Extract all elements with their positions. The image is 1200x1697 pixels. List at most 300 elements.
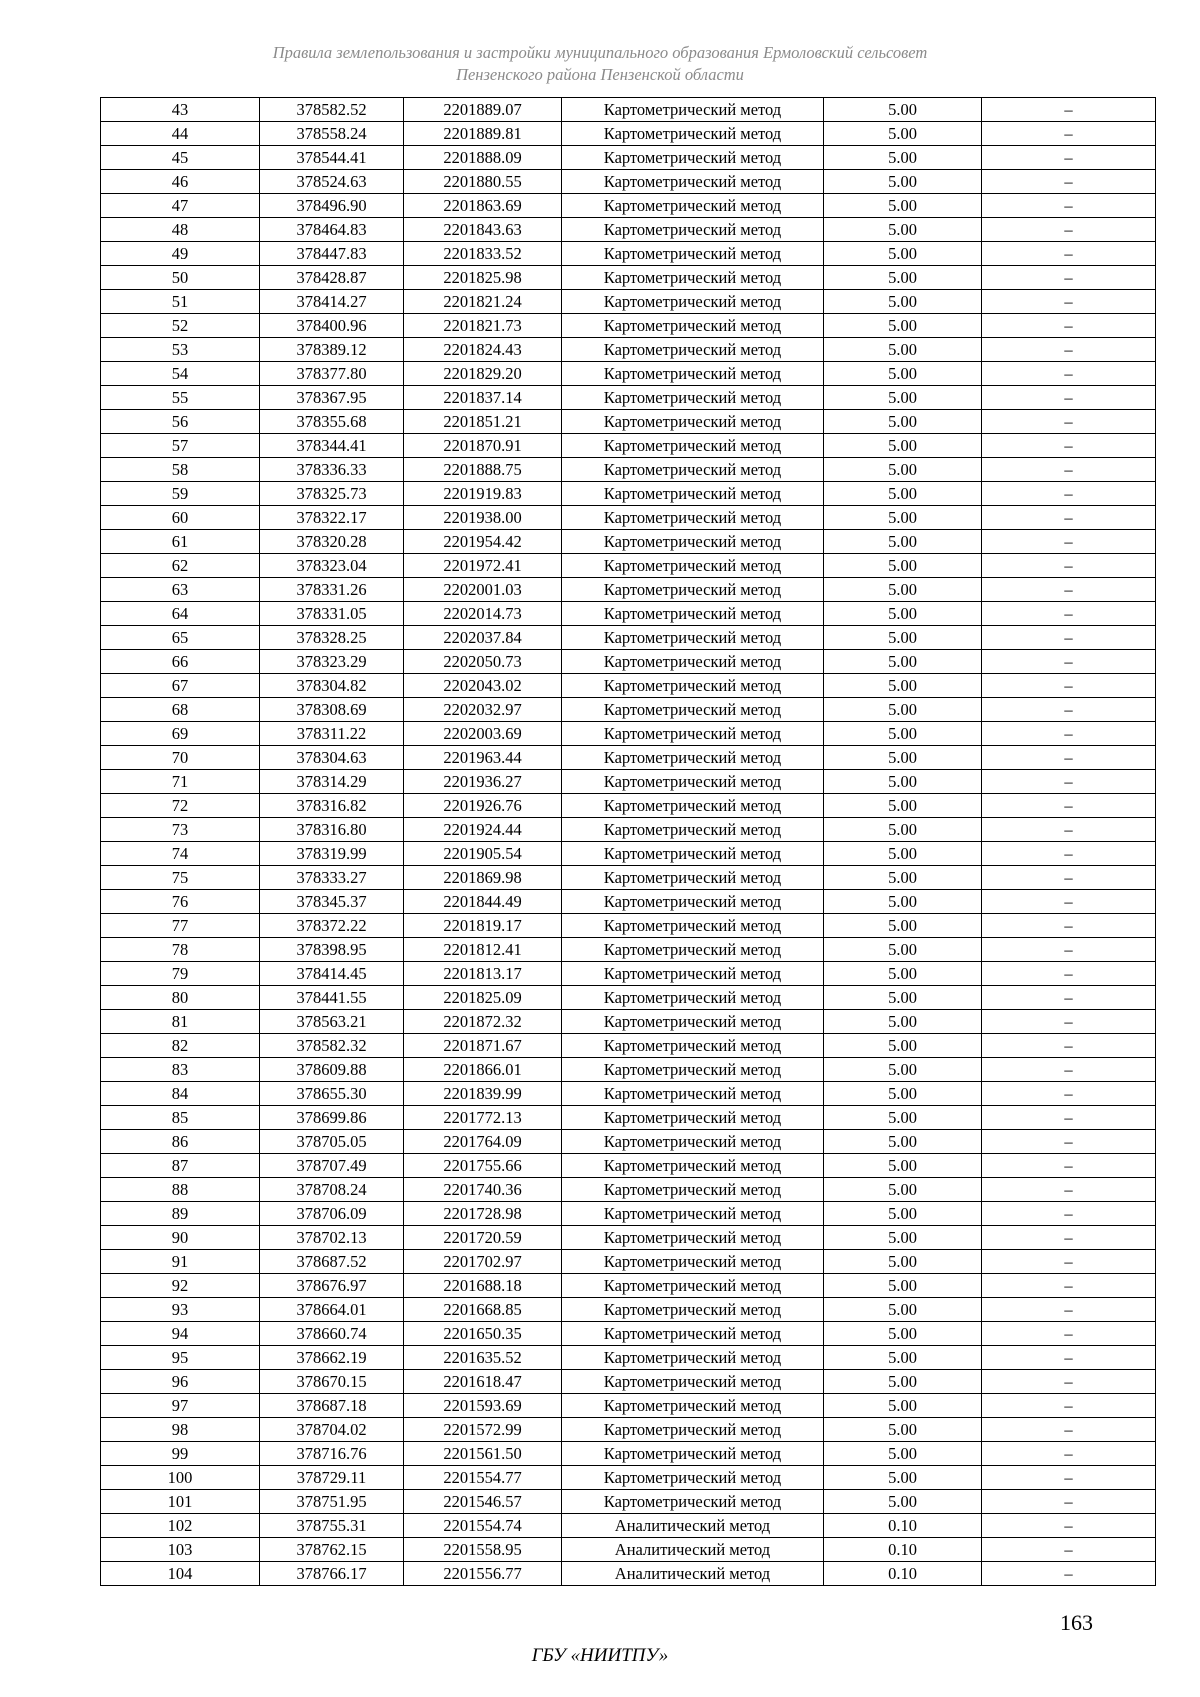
y-coordinate-cell: 2201821.24 [404,290,562,314]
method-cell: Картометрический метод [562,1010,824,1034]
point-number-cell: 70 [101,746,260,770]
x-coordinate-cell: 378660.74 [260,1322,404,1346]
point-number-cell: 65 [101,626,260,650]
page-header [150,42,1050,86]
note-cell: – [982,602,1156,626]
x-coordinate-cell: 378345.37 [260,890,404,914]
accuracy-cell: 5.00 [824,1322,982,1346]
method-cell: Картометрический метод [562,218,824,242]
accuracy-cell: 5.00 [824,1490,982,1514]
method-cell: Картометрический метод [562,578,824,602]
y-coordinate-cell: 2201740.36 [404,1178,562,1202]
accuracy-cell: 5.00 [824,1394,982,1418]
note-cell: – [982,170,1156,194]
note-cell: – [982,1226,1156,1250]
accuracy-cell: 0.10 [824,1562,982,1586]
y-coordinate-cell: 2202050.73 [404,650,562,674]
y-coordinate-cell: 2201593.69 [404,1394,562,1418]
note-cell: – [982,1130,1156,1154]
point-number-cell: 77 [101,914,260,938]
note-cell: – [982,362,1156,386]
table-row [101,842,1156,866]
note-cell: – [982,842,1156,866]
accuracy-cell: 5.00 [824,242,982,266]
table-row [101,722,1156,746]
point-number-cell: 53 [101,338,260,362]
method-cell: Картометрический метод [562,314,824,338]
table-row [101,1538,1156,1562]
accuracy-cell: 5.00 [824,842,982,866]
table-row [101,194,1156,218]
point-number-cell: 73 [101,818,260,842]
accuracy-cell: 5.00 [824,962,982,986]
point-number-cell: 58 [101,458,260,482]
x-coordinate-cell: 378400.96 [260,314,404,338]
x-coordinate-cell: 378331.26 [260,578,404,602]
point-number-cell: 103 [101,1538,260,1562]
table-row [101,914,1156,938]
table-row [101,986,1156,1010]
accuracy-cell: 5.00 [824,794,982,818]
table-row [101,1490,1156,1514]
y-coordinate-cell: 2201554.77 [404,1466,562,1490]
note-cell: – [982,722,1156,746]
point-number-cell: 88 [101,1178,260,1202]
point-number-cell: 63 [101,578,260,602]
point-number-cell: 52 [101,314,260,338]
y-coordinate-cell: 2201844.49 [404,890,562,914]
method-cell: Картометрический метод [562,698,824,722]
x-coordinate-cell: 378414.27 [260,290,404,314]
point-number-cell: 51 [101,290,260,314]
note-cell: – [982,1442,1156,1466]
accuracy-cell: 5.00 [824,290,982,314]
note-cell: – [982,458,1156,482]
x-coordinate-cell: 378670.15 [260,1370,404,1394]
table-row [101,578,1156,602]
point-number-cell: 62 [101,554,260,578]
table-row [101,1562,1156,1586]
y-coordinate-cell: 2201764.09 [404,1130,562,1154]
point-number-cell: 79 [101,962,260,986]
point-number-cell: 90 [101,1226,260,1250]
note-cell: – [982,770,1156,794]
method-cell: Картометрический метод [562,722,824,746]
note-cell: – [982,266,1156,290]
x-coordinate-cell: 378464.83 [260,218,404,242]
note-cell: – [982,1298,1156,1322]
coordinates-table [100,97,1156,1586]
point-number-cell: 99 [101,1442,260,1466]
y-coordinate-cell: 2201938.00 [404,506,562,530]
y-coordinate-cell: 2201869.98 [404,866,562,890]
y-coordinate-cell: 2201870.91 [404,434,562,458]
x-coordinate-cell: 378729.11 [260,1466,404,1490]
table-row [101,434,1156,458]
note-cell: – [982,218,1156,242]
table-row [101,1058,1156,1082]
y-coordinate-cell: 2201936.27 [404,770,562,794]
y-coordinate-cell: 2201728.98 [404,1202,562,1226]
x-coordinate-cell: 378524.63 [260,170,404,194]
accuracy-cell: 5.00 [824,98,982,122]
table-row [101,938,1156,962]
method-cell: Картометрический метод [562,986,824,1010]
page-footer: ГБУ «НИИТПУ» [531,1645,669,1666]
note-cell: – [982,482,1156,506]
x-coordinate-cell: 378704.02 [260,1418,404,1442]
table-row [101,1418,1156,1442]
method-cell: Картометрический метод [562,1250,824,1274]
accuracy-cell: 5.00 [824,578,982,602]
x-coordinate-cell: 378609.88 [260,1058,404,1082]
accuracy-cell: 5.00 [824,1082,982,1106]
method-cell: Картометрический метод [562,842,824,866]
point-number-cell: 48 [101,218,260,242]
accuracy-cell: 5.00 [824,818,982,842]
y-coordinate-cell: 2201839.99 [404,1082,562,1106]
method-cell: Картометрический метод [562,1106,824,1130]
y-coordinate-cell: 2201561.50 [404,1442,562,1466]
accuracy-cell: 5.00 [824,890,982,914]
x-coordinate-cell: 378708.24 [260,1178,404,1202]
point-number-cell: 43 [101,98,260,122]
note-cell: – [982,386,1156,410]
method-cell: Картометрический метод [562,890,824,914]
accuracy-cell: 5.00 [824,410,982,434]
point-number-cell: 56 [101,410,260,434]
method-cell: Картометрический метод [562,362,824,386]
method-cell: Картометрический метод [562,794,824,818]
method-cell: Картометрический метод [562,1202,824,1226]
note-cell: – [982,1010,1156,1034]
point-number-cell: 101 [101,1490,260,1514]
table-row [101,1322,1156,1346]
method-cell: Картометрический метод [562,1298,824,1322]
accuracy-cell: 5.00 [824,1058,982,1082]
y-coordinate-cell: 2201650.35 [404,1322,562,1346]
accuracy-cell: 5.00 [824,506,982,530]
note-cell: – [982,290,1156,314]
x-coordinate-cell: 378331.05 [260,602,404,626]
table-row [101,1370,1156,1394]
method-cell: Картометрический метод [562,602,824,626]
method-cell: Картометрический метод [562,434,824,458]
table-row [101,794,1156,818]
note-cell: – [982,1346,1156,1370]
x-coordinate-cell: 378314.29 [260,770,404,794]
x-coordinate-cell: 378699.86 [260,1106,404,1130]
header-line-2: Пензенского района Пензенской области [456,65,744,84]
accuracy-cell: 5.00 [824,170,982,194]
method-cell: Картометрический метод [562,506,824,530]
note-cell: – [982,1466,1156,1490]
x-coordinate-cell: 378662.19 [260,1346,404,1370]
accuracy-cell: 5.00 [824,122,982,146]
point-number-cell: 68 [101,698,260,722]
method-cell: Картометрический метод [562,386,824,410]
y-coordinate-cell: 2201558.95 [404,1538,562,1562]
x-coordinate-cell: 378398.95 [260,938,404,962]
note-cell: – [982,314,1156,338]
table-row [101,98,1156,122]
table-row [101,1274,1156,1298]
y-coordinate-cell: 2202043.02 [404,674,562,698]
method-cell: Аналитический метод [562,1514,824,1538]
accuracy-cell: 5.00 [824,386,982,410]
y-coordinate-cell: 2201889.07 [404,98,562,122]
table-row [101,410,1156,434]
method-cell: Картометрический метод [562,338,824,362]
x-coordinate-cell: 378707.49 [260,1154,404,1178]
point-number-cell: 69 [101,722,260,746]
y-coordinate-cell: 2201919.83 [404,482,562,506]
y-coordinate-cell: 2201556.77 [404,1562,562,1586]
point-number-cell: 71 [101,770,260,794]
note-cell: – [982,434,1156,458]
table-row [101,266,1156,290]
y-coordinate-cell: 2201837.14 [404,386,562,410]
accuracy-cell: 5.00 [824,1226,982,1250]
method-cell: Картометрический метод [562,1322,824,1346]
x-coordinate-cell: 378367.95 [260,386,404,410]
note-cell: – [982,1106,1156,1130]
accuracy-cell: 5.00 [824,434,982,458]
method-cell: Аналитический метод [562,1562,824,1586]
x-coordinate-cell: 378496.90 [260,194,404,218]
table-row [101,1298,1156,1322]
accuracy-cell: 5.00 [824,1154,982,1178]
point-number-cell: 97 [101,1394,260,1418]
y-coordinate-cell: 2201825.09 [404,986,562,1010]
y-coordinate-cell: 2201972.41 [404,554,562,578]
point-number-cell: 61 [101,530,260,554]
accuracy-cell: 5.00 [824,1202,982,1226]
x-coordinate-cell: 378320.28 [260,530,404,554]
y-coordinate-cell: 2201863.69 [404,194,562,218]
y-coordinate-cell: 2201702.97 [404,1250,562,1274]
table-row [101,1442,1156,1466]
accuracy-cell: 5.00 [824,266,982,290]
note-cell: – [982,1538,1156,1562]
table-row [101,338,1156,362]
table-row [101,362,1156,386]
point-number-cell: 59 [101,482,260,506]
y-coordinate-cell: 2202032.97 [404,698,562,722]
table-row [101,818,1156,842]
accuracy-cell: 5.00 [824,722,982,746]
table-row [101,506,1156,530]
method-cell: Картометрический метод [562,458,824,482]
point-number-cell: 54 [101,362,260,386]
table-row [101,1202,1156,1226]
table-row [101,1178,1156,1202]
note-cell: – [982,530,1156,554]
table-row [101,1250,1156,1274]
x-coordinate-cell: 378344.41 [260,434,404,458]
x-coordinate-cell: 378687.52 [260,1250,404,1274]
method-cell: Картометрический метод [562,410,824,434]
y-coordinate-cell: 2201851.21 [404,410,562,434]
note-cell: – [982,1250,1156,1274]
x-coordinate-cell: 378414.45 [260,962,404,986]
y-coordinate-cell: 2201812.41 [404,938,562,962]
table-row [101,122,1156,146]
table-row [101,146,1156,170]
table-row [101,1514,1156,1538]
note-cell: – [982,866,1156,890]
point-number-cell: 64 [101,602,260,626]
note-cell: – [982,1562,1156,1586]
accuracy-cell: 5.00 [824,626,982,650]
x-coordinate-cell: 378751.95 [260,1490,404,1514]
y-coordinate-cell: 2201924.44 [404,818,562,842]
point-number-cell: 84 [101,1082,260,1106]
accuracy-cell: 5.00 [824,1034,982,1058]
point-number-cell: 92 [101,1274,260,1298]
table-row [101,1106,1156,1130]
y-coordinate-cell: 2201546.57 [404,1490,562,1514]
accuracy-cell: 5.00 [824,650,982,674]
accuracy-cell: 5.00 [824,1010,982,1034]
table-row [101,890,1156,914]
method-cell: Картометрический метод [562,1346,824,1370]
table-row [101,1154,1156,1178]
accuracy-cell: 5.00 [824,698,982,722]
page-number: 163 [1060,1610,1093,1635]
x-coordinate-cell: 378323.29 [260,650,404,674]
method-cell: Картометрический метод [562,98,824,122]
method-cell: Картометрический метод [562,1442,824,1466]
method-cell: Картометрический метод [562,1490,824,1514]
accuracy-cell: 5.00 [824,362,982,386]
y-coordinate-cell: 2201668.85 [404,1298,562,1322]
accuracy-cell: 5.00 [824,1466,982,1490]
note-cell: – [982,890,1156,914]
point-number-cell: 82 [101,1034,260,1058]
method-cell: Картометрический метод [562,866,824,890]
note-cell: – [982,98,1156,122]
method-cell: Картометрический метод [562,1130,824,1154]
note-cell: – [982,1202,1156,1226]
point-number-cell: 44 [101,122,260,146]
method-cell: Картометрический метод [562,1154,824,1178]
x-coordinate-cell: 378311.22 [260,722,404,746]
y-coordinate-cell: 2201572.99 [404,1418,562,1442]
x-coordinate-cell: 378336.33 [260,458,404,482]
method-cell: Картометрический метод [562,818,824,842]
table-row [101,1394,1156,1418]
method-cell: Картометрический метод [562,1082,824,1106]
y-coordinate-cell: 2201720.59 [404,1226,562,1250]
x-coordinate-cell: 378676.97 [260,1274,404,1298]
y-coordinate-cell: 2201618.47 [404,1370,562,1394]
method-cell: Картометрический метод [562,746,824,770]
accuracy-cell: 5.00 [824,482,982,506]
table-row [101,1130,1156,1154]
y-coordinate-cell: 2201813.17 [404,962,562,986]
note-cell: – [982,1418,1156,1442]
note-cell: – [982,578,1156,602]
header-line-1: Правила землепользования и застройки муниципального образования Ермоловский сельсовет [272,43,928,62]
point-number-cell: 75 [101,866,260,890]
accuracy-cell: 0.10 [824,1514,982,1538]
note-cell: – [982,962,1156,986]
table-row [101,866,1156,890]
x-coordinate-cell: 378706.09 [260,1202,404,1226]
y-coordinate-cell: 2201554.74 [404,1514,562,1538]
accuracy-cell: 5.00 [824,1298,982,1322]
method-cell: Картометрический метод [562,1418,824,1442]
y-coordinate-cell: 2201635.52 [404,1346,562,1370]
x-coordinate-cell: 378377.80 [260,362,404,386]
note-cell: – [982,650,1156,674]
method-cell: Аналитический метод [562,1538,824,1562]
note-cell: – [982,1082,1156,1106]
x-coordinate-cell: 378319.99 [260,842,404,866]
y-coordinate-cell: 2202001.03 [404,578,562,602]
point-number-cell: 93 [101,1298,260,1322]
point-number-cell: 96 [101,1370,260,1394]
point-number-cell: 47 [101,194,260,218]
y-coordinate-cell: 2201772.13 [404,1106,562,1130]
accuracy-cell: 5.00 [824,1178,982,1202]
accuracy-cell: 5.00 [824,1106,982,1130]
y-coordinate-cell: 2201866.01 [404,1058,562,1082]
y-coordinate-cell: 2202037.84 [404,626,562,650]
table-row [101,1346,1156,1370]
x-coordinate-cell: 378389.12 [260,338,404,362]
x-coordinate-cell: 378766.17 [260,1562,404,1586]
note-cell: – [982,626,1156,650]
point-number-cell: 66 [101,650,260,674]
accuracy-cell: 5.00 [824,530,982,554]
coordinates-table-body [101,98,1156,1586]
point-number-cell: 86 [101,1130,260,1154]
point-number-cell: 91 [101,1250,260,1274]
note-cell: – [982,554,1156,578]
table-row [101,602,1156,626]
table-row [101,554,1156,578]
method-cell: Картометрический метод [562,194,824,218]
table-row [101,962,1156,986]
accuracy-cell: 5.00 [824,554,982,578]
accuracy-cell: 5.00 [824,938,982,962]
accuracy-cell: 5.00 [824,1130,982,1154]
note-cell: – [982,410,1156,434]
method-cell: Картометрический метод [562,962,824,986]
x-coordinate-cell: 378328.25 [260,626,404,650]
table-row [101,242,1156,266]
point-number-cell: 55 [101,386,260,410]
y-coordinate-cell: 2201905.54 [404,842,562,866]
y-coordinate-cell: 2201833.52 [404,242,562,266]
x-coordinate-cell: 378755.31 [260,1514,404,1538]
method-cell: Картометрический метод [562,914,824,938]
y-coordinate-cell: 2201954.42 [404,530,562,554]
x-coordinate-cell: 378716.76 [260,1442,404,1466]
x-coordinate-cell: 378316.82 [260,794,404,818]
x-coordinate-cell: 378687.18 [260,1394,404,1418]
table-row [101,290,1156,314]
method-cell: Картометрический метод [562,1274,824,1298]
method-cell: Картометрический метод [562,1370,824,1394]
point-number-cell: 78 [101,938,260,962]
point-number-cell: 83 [101,1058,260,1082]
x-coordinate-cell: 378308.69 [260,698,404,722]
accuracy-cell: 5.00 [824,458,982,482]
note-cell: – [982,914,1156,938]
